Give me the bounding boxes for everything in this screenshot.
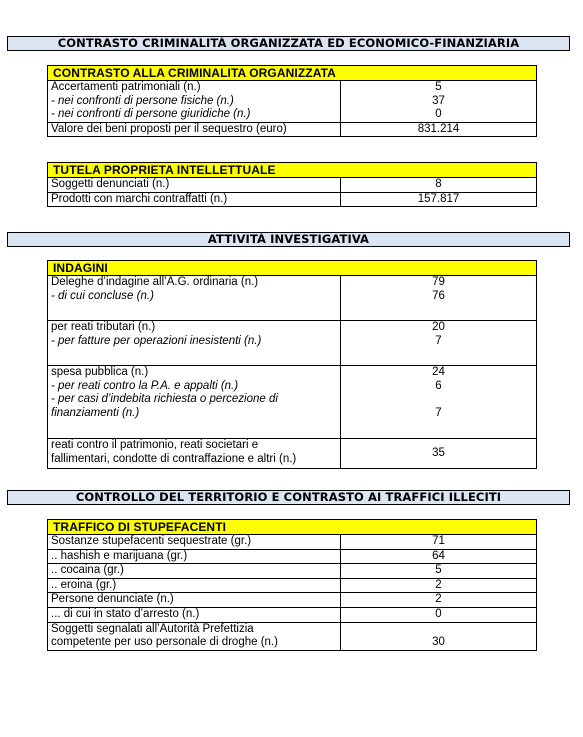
row-sub-label: - di cui concluse (n.): [51, 289, 154, 302]
row-label: [48, 81, 341, 123]
row-value: 2: [341, 578, 537, 593]
row-label: [48, 321, 341, 366]
table-row: [48, 578, 537, 593]
table-row: [48, 439, 537, 469]
table-row: [48, 549, 537, 564]
row-value: 157.817: [341, 192, 537, 207]
row-value-text: 7: [435, 406, 442, 419]
table-row: [48, 622, 537, 650]
row-label-text: competente per uso personale di droghe (n.): [51, 636, 278, 649]
table-row: [48, 178, 537, 193]
row-sub-label: finanziamenti (n.): [51, 406, 140, 419]
row-label-text: fallimentari, condotte di contraffazione e altri (n.): [51, 452, 297, 465]
row-label: [48, 439, 341, 469]
row-label: Soggetti denunciati (n.): [48, 178, 341, 193]
row-value: 0: [341, 607, 537, 622]
table-row: [48, 535, 537, 550]
table-row: [48, 607, 537, 622]
row-value: [341, 81, 537, 123]
row-label: Sostanze stupefacenti sequestrate (gr.): [48, 535, 341, 550]
row-value: [341, 321, 537, 366]
row-value-text: 37: [432, 94, 445, 107]
row-label: [48, 366, 341, 439]
table-header: INDAGINI: [48, 261, 537, 276]
table-row: [48, 366, 537, 439]
row-value-text: 76: [432, 289, 445, 302]
spacer: [341, 393, 536, 407]
row-value: 8: [341, 178, 537, 193]
row-value: [341, 366, 537, 439]
row-value-text: 7: [435, 334, 442, 347]
row-label-text: Accertamenti patrimoniali (n.): [51, 81, 201, 93]
row-label-text: reati contro il patrimonio, reati societari e: [51, 439, 259, 451]
row-label: ... di cui in stato d’arresto (n.): [48, 607, 341, 622]
table-row: [48, 122, 537, 137]
row-value: 35: [341, 439, 537, 469]
row-value-text: 0: [435, 108, 442, 121]
row-value: 30: [341, 622, 537, 650]
row-value-text: 6: [435, 379, 442, 392]
row-value: 2: [341, 593, 537, 608]
row-sub-label: - per reati contro la P.A. e appalti (n.): [51, 379, 239, 392]
table-indagini: [47, 260, 537, 469]
table-row: [48, 593, 537, 608]
row-value: [341, 276, 537, 321]
row-value: 64: [341, 549, 537, 564]
row-value: 5: [341, 564, 537, 579]
table-traffico-stupefacenti: [47, 519, 537, 651]
row-label-text: Deleghe d’indagine all’A.G. ordinaria (n.): [51, 276, 259, 288]
table-row: [48, 321, 537, 366]
row-sub-label: - nei confronti di persone giuridiche (n.): [51, 108, 251, 121]
row-label: .. eroina (gr.): [48, 578, 341, 593]
row-label: .. cocaina (gr.): [48, 564, 341, 579]
row-label-text: per reati tributari (n.): [51, 321, 156, 333]
section-heading-attivita-investigativa: ATTIVITÀ INVESTIGATIVA: [7, 232, 570, 247]
row-label: .. hashish e marijuana (gr.): [48, 549, 341, 564]
table-row: [48, 81, 537, 123]
table-header: TRAFFICO DI STUPEFACENTI: [48, 520, 537, 535]
table-row: [48, 276, 537, 321]
row-value-text: 79: [432, 276, 445, 288]
row-value-text: 24: [432, 366, 445, 378]
table-criminalita-organizzata: [47, 65, 537, 137]
row-value: 71: [341, 535, 537, 550]
row-sub-label: - nei confronti di persone fisiche (n.): [51, 94, 234, 107]
row-sub-label: - per casi d’indebita richiesta o percezione di: [51, 393, 278, 406]
row-value-text: 20: [432, 321, 445, 333]
row-value-text: 5: [435, 81, 442, 93]
row-label: Persone denunciate (n.): [48, 593, 341, 608]
table-row: [48, 192, 537, 207]
section-heading-controllo-territorio: CONTROLLO DEL TERRITORIO E CONTRASTO AI TRAFFICI ILLECITI: [7, 490, 570, 505]
table-row: [48, 564, 537, 579]
row-value: 831.214: [341, 122, 537, 137]
row-label: [48, 276, 341, 321]
row-label: [48, 622, 341, 650]
row-label-text: spesa pubblica (n.): [51, 366, 149, 378]
row-label: Prodotti con marchi contraffatti (n.): [48, 192, 341, 207]
table-proprieta-intellettuale: [47, 162, 537, 207]
table-header: CONTRASTO ALLA CRIMINALITA ORGANIZZATA: [48, 66, 537, 81]
table-header: TUTELA PROPRIETA INTELLETTUALE: [48, 163, 537, 178]
section-heading-contrasto-criminalita: CONTRASTO CRIMINALITÀ ORGANIZZATA ED ECONOMICO-FINANZIARIA: [7, 36, 570, 51]
row-label: Valore dei beni proposti per il sequestro (euro): [48, 122, 341, 137]
row-label-text: Soggetti segnalati all’Autorità Prefettizia: [51, 622, 254, 635]
row-sub-label: - per fatture per operazioni inesistenti (n.): [51, 334, 262, 347]
